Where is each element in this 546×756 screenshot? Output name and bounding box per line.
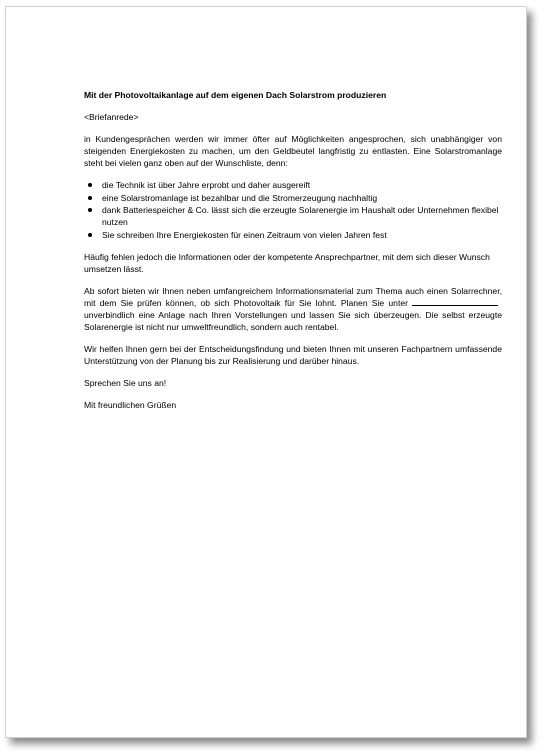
list-item	[84, 229, 502, 241]
support-paragraph: Wir helfen Ihnen gern bei der Entscheidungsfindung und bieten Ihnen mit unseren Fachpartnern umfassende Unterstützung von der Planung bis zur Realisierung und darüber hinaus.	[84, 343, 502, 366]
url-blank-line	[412, 297, 498, 306]
letter-body	[84, 89, 502, 421]
list-item	[84, 179, 502, 191]
letter-page	[5, 6, 527, 738]
intro-paragraph: in Kundengesprächen werden wir immer öfter auf Möglichkeiten angesprochen, sich unabhängiger von steigenden Energiekosten zu machen, um den Geldbeutel langfristig zu entlasten. Eine Solarstromanlage steht bei vielen ganz oben auf der Wunschliste, denn:	[84, 134, 502, 168]
bullet-icon	[88, 208, 92, 212]
list-item-text: die Technik ist über Jahre erprobt und daher ausgereift	[102, 180, 311, 190]
closing-greeting: Mit freundlichen Grüßen	[84, 399, 177, 410]
list-item-text: dank Batteriespeicher & Co. lässt sich die erzeugte Solarenergie im Haushalt oder Unternehmen flexibel nutzen	[102, 205, 499, 227]
benefits-list	[84, 179, 502, 241]
offer-text-end: unverbindlich eine Anlage nach Ihren Vorstellungen und lassen Sie sich überzeugen. Die selbst erzeugte Solarenergie ist nicht nur umweltfreundlich, sondern auch rentabel.	[84, 309, 502, 332]
salutation-placeholder: <Briefanrede>	[84, 112, 139, 122]
list-item-text: Sie schreiben Ihre Energiekosten für einen Zeitraum von vielen Jahren fest	[102, 229, 387, 240]
letter-title: Mit der Photovoltaikanlage auf dem eigenen Dach Solarstrom produzieren	[84, 90, 387, 100]
offer-paragraph	[84, 285, 502, 333]
offer-text-start: Ab sofort bieten wir Ihnen neben umfangreichem Informationsmaterial zum Thema auch einen Solarrechner, mit dem Sie prüfen können, ob sich Photovoltaik für Sie lohnt. Planen Sie unter	[84, 285, 502, 308]
list-item-text: eine Solarstromanlage ist bezahlbar und die Stromerzeugung nachhaltig	[102, 192, 378, 203]
info-paragraph: Häufig fehlen jedoch die Informationen oder der kompetente Ansprechpartner, mit dem sich dieser Wunsch umsetzen lässt.	[84, 251, 490, 274]
list-item	[84, 204, 502, 228]
bullet-icon	[88, 183, 92, 187]
bullet-icon	[88, 196, 92, 200]
bullet-icon	[88, 233, 92, 237]
list-item	[84, 192, 502, 204]
call-to-action: Sprechen Sie uns an!	[84, 377, 167, 388]
